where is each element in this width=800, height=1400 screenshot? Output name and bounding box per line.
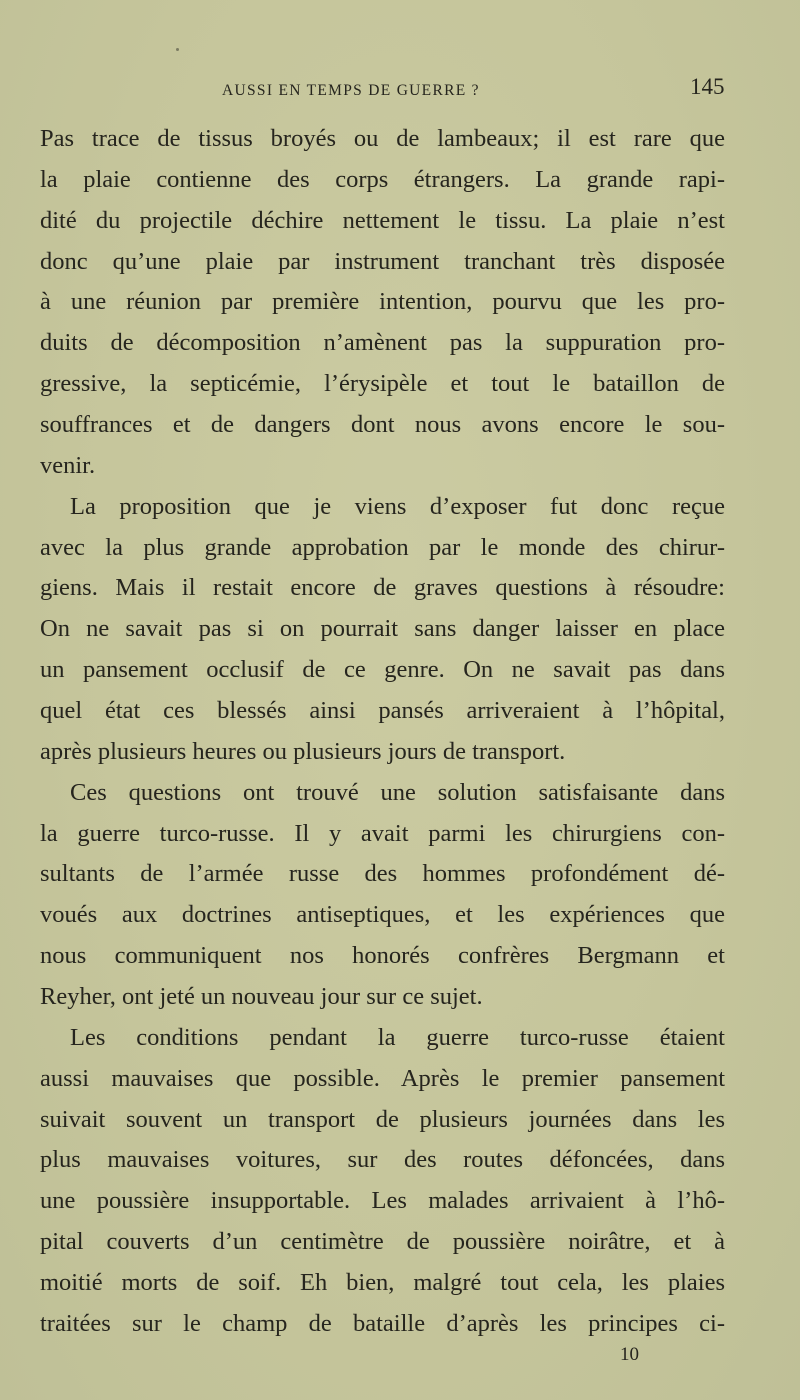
text-line: sultants de l’armée russe des hommes profondément dé-: [40, 860, 725, 888]
text-line: moitié morts de soif. Eh bien, malgré tout cela, les plaies: [40, 1269, 725, 1297]
text-line: giens. Mais il restait encore de graves questions à résoudre:: [40, 574, 725, 602]
signature-mark: 10: [620, 1344, 639, 1365]
text-line: pital couverts d’un centimètre de poussière noirâtre, et à: [40, 1228, 725, 1256]
text-line: Pas trace de tissus broyés ou de lambeaux; il est rare que: [40, 125, 725, 152]
running-head: AUSSI EN TEMPS DE GUERRE ?: [222, 82, 480, 99]
text-line: suivait souvent un transport de plusieurs journées dans les: [40, 1105, 725, 1133]
text-line: On ne savait pas si on pourrait sans danger laisser en place: [40, 615, 725, 643]
body-text: [40, 119, 725, 1345]
text-line: aussi mauvaises que possible. Après le premier pansement: [40, 1064, 725, 1092]
text-line: venir.: [40, 451, 96, 479]
text-line: La proposition que je viens d’exposer fut donc reçue: [70, 492, 725, 520]
text-line: traitées sur le champ de bataille d’après les principes ci-: [40, 1309, 725, 1337]
text-line: plus mauvaises voitures, sur des routes défoncées, dans: [40, 1146, 725, 1174]
text-line: un pansement occlusif de ce genre. On ne savait pas dans: [40, 656, 725, 684]
text-line: à une réunion par première intention, pourvu que les pro-: [40, 288, 725, 316]
text-line: Reyher, ont jeté un nouveau jour sur ce sujet.: [40, 983, 483, 1011]
paper-speck: [176, 48, 179, 51]
text-line: gressive, la septicémie, l’érysipèle et tout le bataillon de: [40, 370, 725, 398]
text-line: dité du projectile déchire nettement le tissu. La plaie n’est: [40, 206, 725, 234]
text-line: la plaie contienne des corps étrangers. La grande rapi-: [40, 165, 725, 193]
text-line: voués aux doctrines antiseptiques, et les expériences que: [40, 901, 725, 929]
text-line: quel état ces blessés ainsi pansés arriveraient à l’hôpital,: [40, 697, 725, 725]
text-line: après plusieurs heures ou plusieurs jours de transport.: [40, 737, 566, 765]
text-line: duits de décomposition n’amènent pas la suppuration pro-: [40, 329, 725, 357]
text-line: avec la plus grande approbation par le monde des chirur-: [40, 533, 725, 561]
text-line: Les conditions pendant la guerre turco-russe étaient: [70, 1023, 725, 1051]
text-line: donc qu’une plaie par instrument tranchant très disposée: [40, 247, 725, 275]
text-line: Ces questions ont trouvé une solution satisfaisante dans: [70, 778, 725, 806]
text-line: nous communiquent nos honorés confrères Bergmann et: [40, 942, 725, 970]
text-line: une poussière insupportable. Les malades arrivaient à l’hô-: [40, 1187, 725, 1215]
page-number: 145: [690, 74, 725, 99]
text-line: la guerre turco-russe. Il y avait parmi les chirurgiens con-: [40, 819, 725, 847]
text-line: souffrances et de dangers dont nous avons encore le sou-: [40, 411, 725, 439]
